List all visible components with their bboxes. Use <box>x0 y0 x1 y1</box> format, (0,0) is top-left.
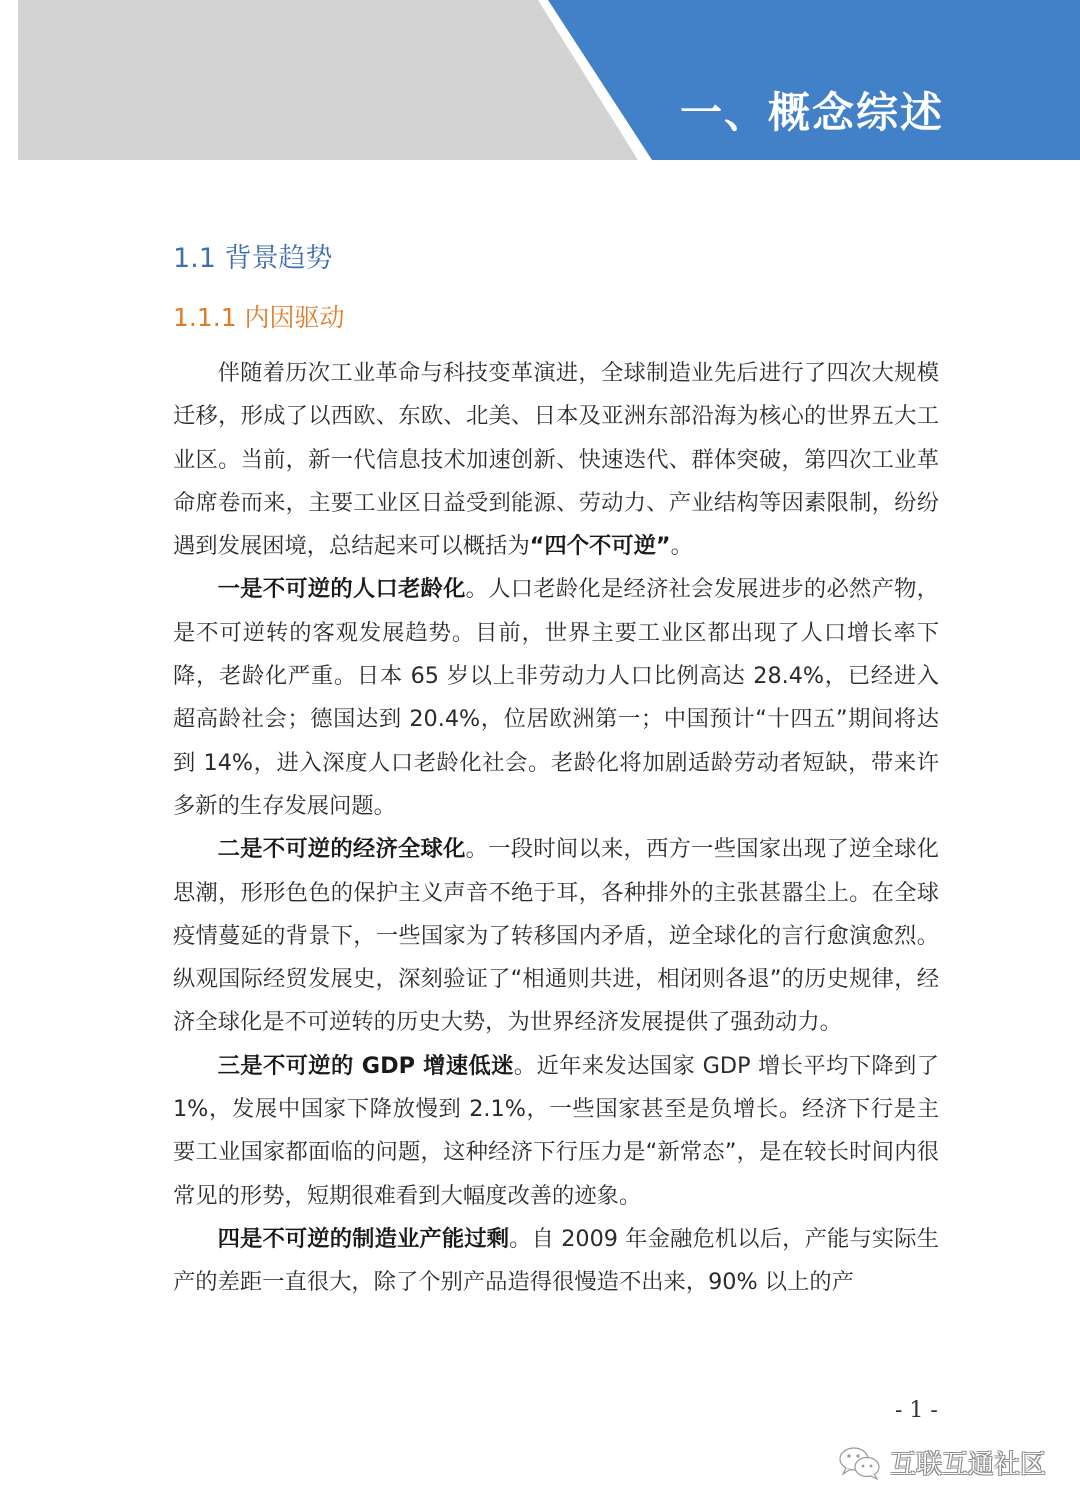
paragraph-globalization <box>173 828 939 1044</box>
paragraph-emphasis: “四个不可逆” <box>529 533 671 560</box>
paragraph-intro <box>173 352 939 568</box>
subsection-title: 1.1.1 内因驱动 <box>173 303 345 332</box>
paragraph-lead: 三是不可逆的 GDP 增速低迷 <box>217 1052 514 1079</box>
body-text <box>173 352 939 1305</box>
paragraph-text: 。自 2009 年金融危机以后，产能与实际生产的差距一直很大，除了个别产品造得很慢造不出来，90% 以上的产 <box>173 1225 939 1296</box>
paragraph-lead: 四是不可逆的制造业产能过剩 <box>217 1225 510 1252</box>
paragraph-text: 。一段时间以来，西方一些国家出现了逆全球化思潮，形形色色的保护主义声音不绝于耳，各种排外的主张甚嚣尘上。在全球疫情蔓延的背景下，一些国家为了转移国内矛盾，逆全球化的言行愈演愈烈。纵观国际经贸发展史，深刻验证了“相通则共进，相闭则各退”的历史规律，经济全球化是不可逆转的历史大势，为世界经济发展提供了强劲动力。 <box>173 836 939 1036</box>
wechat-icon <box>838 1446 882 1480</box>
paragraph-lead: 二是不可逆的经济全球化 <box>217 836 466 863</box>
paragraph-text: 伴随着历次工业革命与科技变革演进，全球制造业先后进行了四次大规模迁移，形成了以西欧、东欧、北美、日本及亚洲东部沿海为核心的世界五大工业区。当前，新一代信息技术加速创新、快速迭代、群体突破，第四次工业革命席卷而来，主要工业区日益受到能源、劳动力、产业结构等因素限制，纷纷遇到发展困境，总结起来可以概括为 <box>173 360 939 560</box>
page-number: - 1 - <box>895 1398 938 1423</box>
paragraph-aging <box>173 568 939 828</box>
paragraph-overcapacity <box>173 1218 939 1305</box>
chapter-title: 一、概念综述 <box>680 88 945 137</box>
paragraph-text-tail: 。 <box>670 533 693 560</box>
paragraph-text: 。人口老龄化是经济社会发展进步的必然产物，是不可逆转的客观发展趋势。目前，世界主要工业区都出现了人口增长率下降，老龄化严重。日本 65 岁以上非劳动力人口比例高达 28.4%，已经进入超高龄社会；德国达到 20.4%，位居欧洲第一；中国预计“十四五”期间将达到 14%，进入深度人口老龄化社会。老龄化将加剧适龄劳动者短缺，带来许多新的生存发展问题。 <box>173 576 939 819</box>
watermark <box>838 1444 1046 1481</box>
paragraph-text: 。近年来发达国家 GDP 增长平均下降到了 1%，发展中国家下降放慢到 2.1%，一些国家甚至是负增长。经济下行是主要工业国家都面临的问题，这种经济下行压力是“新常态”，是在较长时间内很常见的形势，短期很难看到大幅度改善的迹象。 <box>173 1052 939 1209</box>
watermark-text: 互联互通社区 <box>890 1450 1047 1480</box>
paragraph-lead: 一是不可逆的人口老龄化 <box>217 576 466 603</box>
section-title: 1.1 背景趋势 <box>173 243 333 274</box>
paragraph-gdp <box>173 1045 939 1218</box>
